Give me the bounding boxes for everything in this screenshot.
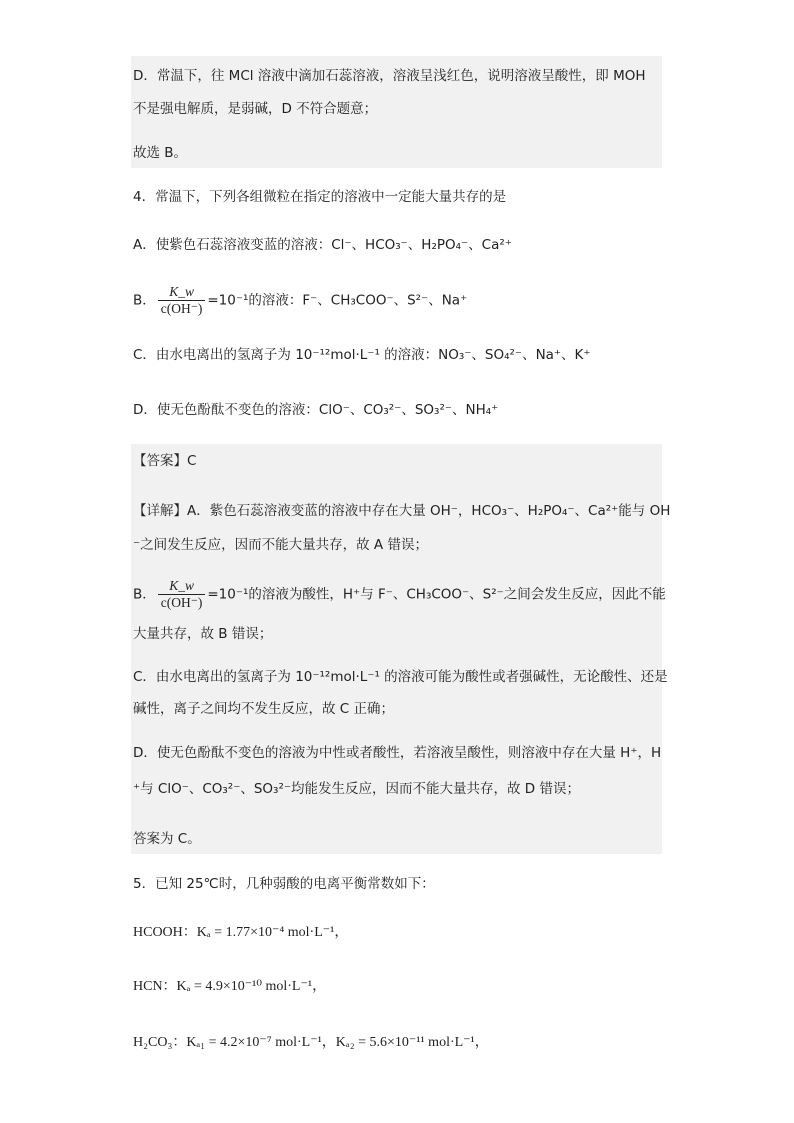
q4-option-b-ions: F⁻、CH₃COO⁻、S²⁻、Na⁺ <box>302 292 468 309</box>
q4-explanation-d-line2: ⁺与 ClO⁻、CO₃²⁻、SO₃²⁻均能发生反应，因而不能大量共存，故 D 错误； <box>133 781 580 797</box>
prev-option-d-line2: 不是强电解质，是弱碱，D 不符合题意； <box>133 101 378 117</box>
q4-answer: 【答案】C <box>133 453 197 469</box>
q4-option-a <box>133 236 512 254</box>
q4-explanation-c-line2: 碱性，离子之间均不发生反应，故 C 正确； <box>133 701 395 717</box>
q4-option-d-text: D．使无色酚酞不变色的溶液： <box>133 402 319 418</box>
prev-option-d-line1: D．常温下，往 MCl 溶液中滴加石蕊溶液，溶液呈浅红色，说明溶液呈酸性，即 MOH <box>133 68 646 84</box>
prev-conclusion: 故选 B。 <box>133 145 188 161</box>
q4-explanation-b-rest: =10⁻¹的溶液为酸性，H⁺与 F⁻、CH₃COO⁻、S²⁻之间会发生反应，因此不能 <box>207 586 666 603</box>
q4-explanation-b-line1 <box>133 578 666 611</box>
kw-fraction-explanation-numerator: K_w <box>158 578 206 595</box>
q4-explanation-b-prefix: B． <box>133 586 156 603</box>
q4-explanation-a-line1: 【详解】A．紫色石蕊溶液变蓝的溶液中存在大量 OH⁻，HCO₃⁻、H₂PO₄⁻、Ca²⁺能与 OH <box>133 503 671 519</box>
kw-fraction-explanation-denominator: c(OH⁻) <box>160 595 203 610</box>
q4-option-c <box>133 346 591 364</box>
kw-fraction <box>158 284 206 317</box>
q4-option-c-text: C．由水电离出的氢离子为 10⁻¹²mol·L⁻¹ 的溶液： <box>133 347 439 363</box>
q4-explanation-b-line2: 大量共存，故 B 错误； <box>133 626 273 642</box>
q4-stem: 4．常温下，下列各组微粒在指定的溶液中一定能大量共存的是 <box>133 189 507 205</box>
q4-option-c-ions: NO₃⁻、SO₄²⁻、Na⁺、K⁺ <box>438 347 591 363</box>
q4-explanation-d-line1: D．使无色酚酞不变色的溶液为中性或者酸性，若溶液呈酸性，则溶液中存在大量 H⁺，H <box>133 745 662 761</box>
q4-option-a-ions: Cl⁻、HCO₃⁻、H₂PO₄⁻、Ca²⁺ <box>331 237 512 253</box>
q4-explanation-a-line2: ⁻之间发生反应，因而不能大量共存，故 A 错误； <box>133 537 428 553</box>
kw-fraction-explanation <box>158 578 206 611</box>
q5-stem: 5．已知 25℃时，几种弱酸的电离平衡常数如下： <box>133 876 435 892</box>
q5-hcooh-constant: HCOOH：Kₐ = 1.77×10⁻⁴ mol·L⁻¹， <box>133 925 349 940</box>
q5-hcn-constant: HCN：Kₐ = 4.9×10⁻¹⁰ mol·L⁻¹， <box>133 979 327 994</box>
q4-option-b-condition: =10⁻¹的溶液： <box>207 292 303 309</box>
q4-option-b-prefix: B． <box>133 292 156 309</box>
q4-final-answer: 答案为 C。 <box>133 831 201 847</box>
q5-h2co3-constant: H₂CO₃：Kₐ₁ = 4.2×10⁻⁷ mol·L⁻¹，Kₐ₂ = 5.6×10⁻¹¹ mol·L⁻¹， <box>133 1035 489 1050</box>
kw-fraction-denominator: c(OH⁻) <box>160 301 203 316</box>
q4-explanation-c-line1: C．由水电离出的氢离子为 10⁻¹²mol·L⁻¹ 的溶液可能为酸性或者强碱性，无论酸性、还是 <box>133 669 668 685</box>
q4-option-d-ions: ClO⁻、CO₃²⁻、SO₃²⁻、NH₄⁺ <box>318 402 499 418</box>
q4-option-a-prefix: A．使紫色石蕊溶液变蓝的溶液： <box>133 237 332 253</box>
q4-option-b <box>133 284 467 317</box>
kw-fraction-numerator: K_w <box>158 284 206 301</box>
q4-option-d <box>133 401 498 419</box>
